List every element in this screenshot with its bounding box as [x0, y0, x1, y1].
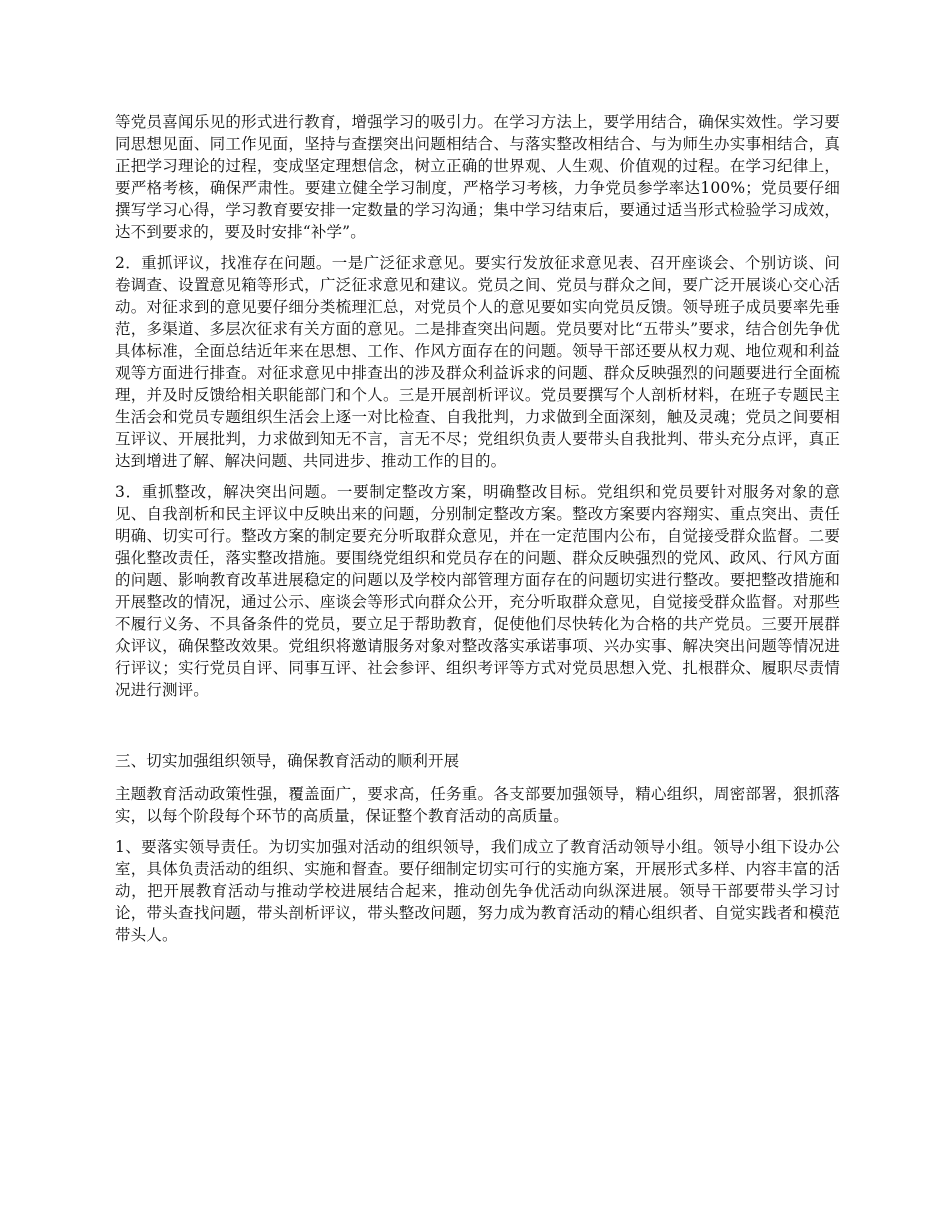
paragraph-review-problems: 2．重抓评议，找准存在问题。一是广泛征求意见。要实行发放征求意见表、召开座谈会、个别访谈、问卷调查、设置意见箱等形式，广泛征求意见和建议。党员之间、党员与群众之间，要广泛开展谈心交心活动。对征求到的意见要仔细分类梳理汇总，对党员个人的意见要如实向党员反馈。领导班子成员要率先垂范，多渠道、多层次征求有关方面的意见。二是排查突出问题。党员要对比“五带头”要求，结合创先争优具体标准，全面总结近年来在思想、工作、作风方面存在的问题。领导干部还要从权力观、地位观和利益观等方面进行排查。对征求意见中排查出的涉及群众利益诉求的问题、群众反映强烈的问题要进行全面梳理，并及时反馈给相关职能部门和个人。三是开展剖析评议。党员要撰写个人剖析材料，在班子专题民主生活会和党员专题组织生活会上逐一对比检查、自我批判，力求做到全面深刻，触及灵魂；党员之间要相互评议、开展批判，力求做到知无不言，言无不尽；党组织负责人要带头自我批判、带头充分点评，真正达到增进了解、解决问题、共同进步、推动工作的目的。 — [115, 254, 840, 470]
section-heading-leadership: 三、切实加强组织领导，确保教育活动的顺利开展 — [115, 752, 460, 770]
paragraph-study-methods: 等党员喜闻乐见的形式进行教育，增强学习的吸引力。在学习方法上，要学用结合，确保实效性。学习要同思想见面、同工作见面，坚持与查摆突出问题相结合、与落实整改相结合、与为师生办实事相结合，真正把学习理论的过程，变成坚定理想信念，树立正确的世界观、人生观、价值观的过程。在学习纪律上，要严格考核，确保严肃性。要建立健全学习制度，严格学习考核，力争党员参学率达100%；党员要仔细撰写学习心得，学习教育要安排一定数量的学习沟通；集中学习结束后，要通过适当形式检验学习成效，达不到要求的，要及时安排“补学”。 — [115, 113, 840, 241]
paragraph-leadership-intro: 主题教育活动政策性强，覆盖面广，要求高，任务重。各支部要加强领导，精心组织，周密部署，狠抓落实，以每个阶段每个环节的高质量，保证整个教育活动的高质量。 — [115, 785, 840, 825]
paragraph-leadership-responsibility: 1、要落实领导责任。为切实加强对活动的组织领导，我们成立了教育活动领导小组。领导小组下设办公室，具体负责活动的组织、实施和督查。要仔细制定切实可行的实施方案，开展形式多样、内容丰富的活动，把开展教育活动与推动学校进展结合起来，推动创先争优活动向纵深进展。领导干部要带头学习讨论，带头查找问题，带头剖析评议，带头整改问题，努力成为教育活动的精心组织者、自觉实践者和模范带头人。 — [115, 838, 840, 944]
document-page — [115, 111, 840, 946]
paragraph-rectification: 3．重抓整改，解决突出问题。一要制定整改方案，明确整改目标。党组织和党员要针对服务对象的意见、自我剖析和民主评议中反映出来的问题，分别制定整改方案。整改方案要内容翔实、重点突出、责任明确、切实可行。整改方案的制定要充分听取群众意见，并在一定范围内公布，自觉接受群众监督。二要强化整改责任，落实整改措施。要围绕党组织和党员存在的问题、群众反映强烈的党风、政风、行风方面的问题、影响教育改革进展稳定的问题以及学校内部管理方面存在的问题切实进行整改。要把整改措施和开展整改的情况，通过公示、座谈会等形式向群众公开，充分听取群众意见，自觉接受群众监督。对那些不履行义务、不具备条件的党员，要立足于帮助教育，促使他们尽快转化为合格的共产党员。三要开展群众评议，确保整改效果。党组织将邀请服务对象对整改落实承诺事项、兴办实事、解决突出问题等情况进行评议；实行党员自评、同事互评、社会参评、组织考评等方式对党员思想入党、扎根群众、履职尽责情况进行测评。 — [115, 483, 840, 699]
